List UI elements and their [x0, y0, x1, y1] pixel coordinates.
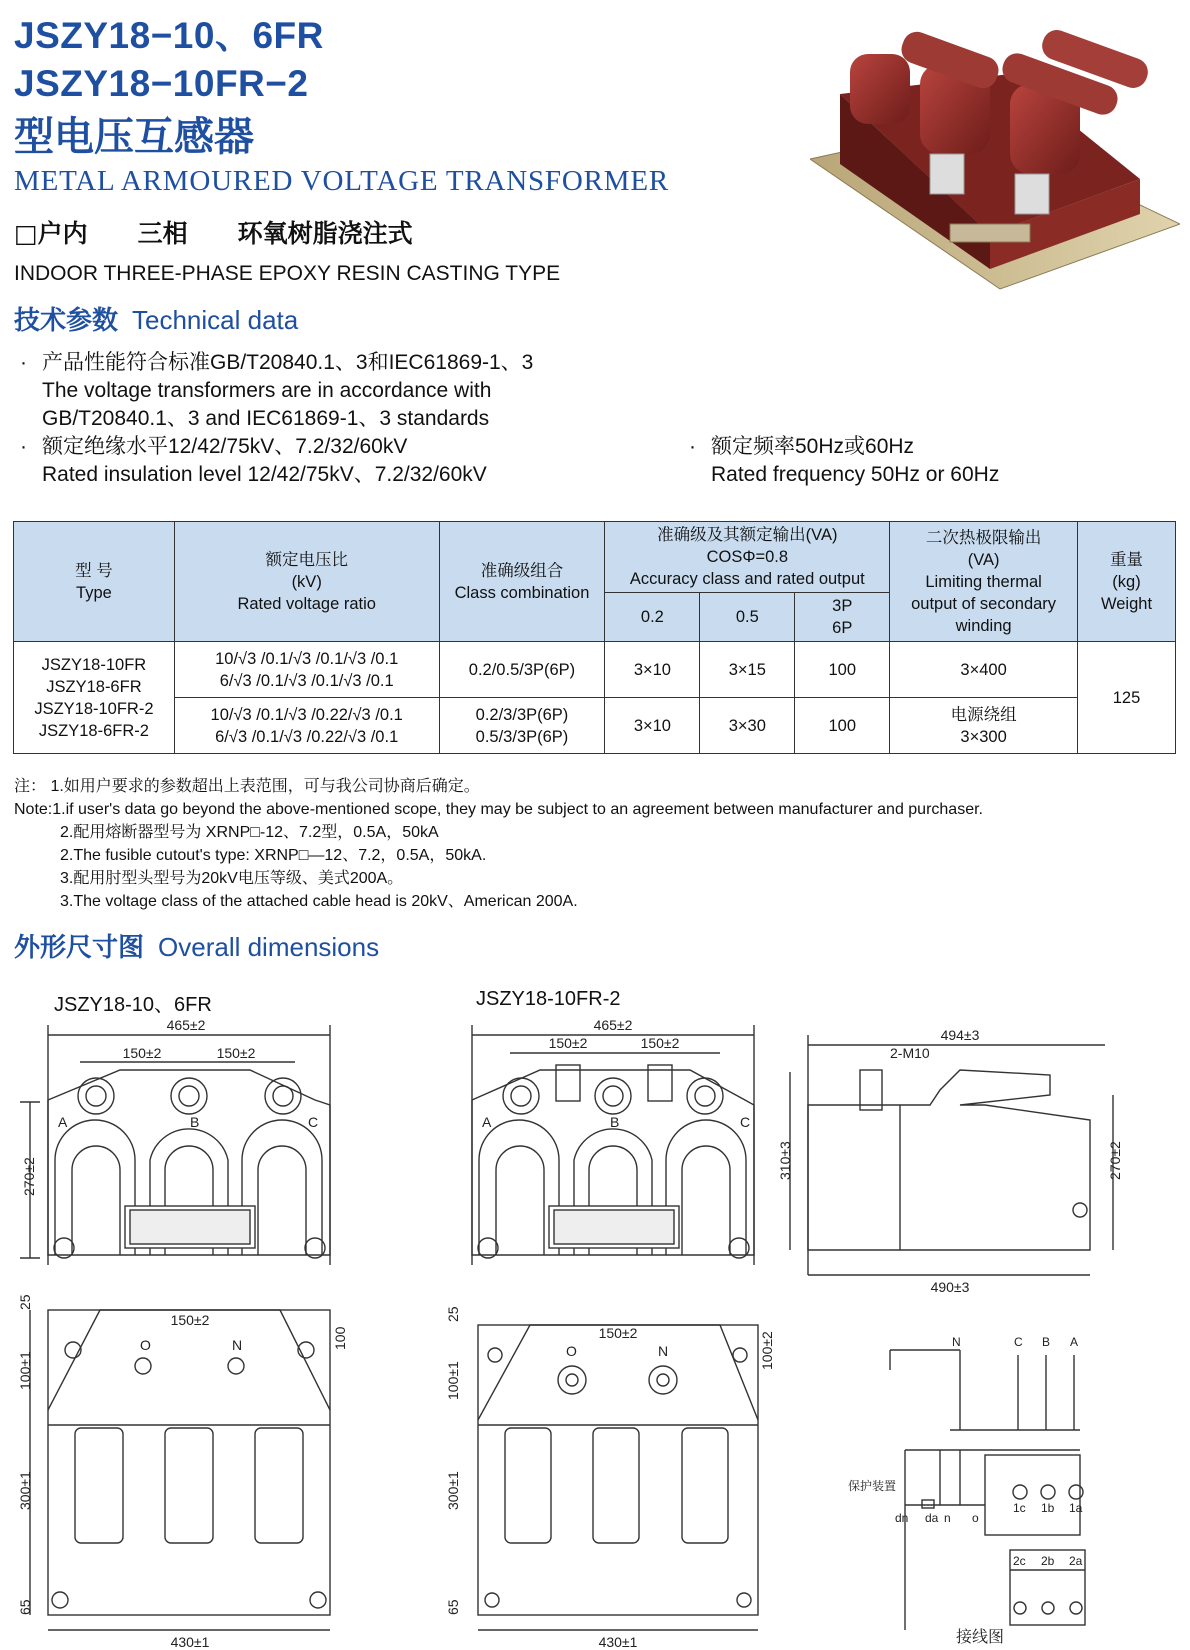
dim-150-mid-b: 150±2	[640, 1035, 680, 1051]
dim-100-1-mid: 100±1	[445, 1361, 461, 1400]
top-view-left	[30, 1310, 330, 1630]
wire-dn: dn	[895, 1511, 909, 1525]
bullet-insulation: · 额定绝缘水平12/42/75kV、7.2/32/60kV Rated insulation level 12/42/75kV、7.2/32/60kV	[42, 433, 487, 489]
model-title-line2: JSZY18−10FR−2	[14, 63, 309, 104]
dim-490: 490±3	[930, 1279, 970, 1295]
cell-types: JSZY18-10FR JSZY18-6FR JSZY18-10FR-2 JSZY18-6FR-2	[14, 642, 175, 754]
th-acc-3p6p: 3P 6P	[795, 593, 890, 642]
dim-494: 494±3	[940, 1027, 980, 1043]
dim-100-1-left: 100±1	[17, 1351, 33, 1390]
th-acc-05: 0.5	[700, 593, 795, 642]
dim-465-mid: 465±2	[593, 1017, 633, 1033]
table-row	[14, 642, 1176, 698]
dim-150-mid-a: 150±2	[548, 1035, 588, 1051]
product-title-en: METAL ARMOURED VOLTAGE TRANSFORMER	[14, 165, 669, 197]
cell-limit: 3×400	[890, 642, 1078, 698]
features-en: INDOOR THREE-PHASE EPOXY RESIN CASTING TYPE	[14, 262, 561, 285]
note-2-en: 2.The fusible cutout's type: XRNP□—12、7.2，0.5A，50kA.	[60, 847, 487, 864]
dim-270-left: 270±2	[21, 1157, 37, 1196]
cell-class: 0.2/0.5/3P(6P)	[439, 642, 605, 698]
term-o-left: O	[140, 1337, 151, 1353]
drawing-label-left: JSZY18-10、6FR	[54, 994, 212, 1016]
front-view-left	[20, 1025, 330, 1265]
dim-m10: 2-M10	[890, 1045, 930, 1061]
cell-weight: 125	[1078, 642, 1176, 754]
wire-n-small: n	[944, 1511, 951, 1525]
dimensions-heading	[14, 930, 379, 965]
phase-b-left: B	[190, 1114, 200, 1130]
bullet-insulation-cn: 额定绝缘水平12/42/75kV、7.2/32/60kV	[42, 435, 408, 458]
cell-05: 3×15	[700, 642, 795, 698]
phase-b-mid: B	[610, 1114, 620, 1130]
dim-310: 310±3	[777, 1141, 793, 1180]
note-2-cn: 2.配用熔断器型号为 XRNP□-12、7.2型，0.5A，50kA	[60, 824, 439, 841]
table-row	[14, 698, 1176, 754]
features-cn	[14, 218, 463, 250]
dim-300-left: 300±1	[17, 1471, 33, 1510]
dim-25-left: 25	[17, 1294, 33, 1310]
cell-limit: 电源绕组 3×300	[890, 698, 1078, 754]
dim-65-left: 65	[17, 1599, 33, 1615]
wire-o: o	[972, 1511, 979, 1525]
bullet-standards-en1: The voltage transformers are in accordance with	[42, 379, 492, 402]
bullet-standards-en2: GB/T20840.1、3 and IEC61869-1、3 standards	[42, 407, 490, 430]
wire-b: B	[1042, 1335, 1051, 1349]
bullet-standards-cn: 产品性能符合标准GB/T20840.1、3和IEC61869-1、3	[42, 351, 534, 374]
front-view-mid	[472, 1025, 754, 1265]
bullet-frequency-cn: 额定频率50Hz或60Hz	[711, 435, 915, 458]
cell-05: 3×30	[700, 698, 795, 754]
phase-a-mid: A	[482, 1114, 492, 1130]
dim-430-left: 430±1	[170, 1634, 210, 1650]
technical-heading-cn: 技术参数	[14, 306, 119, 336]
protect-device-label: 保护装置	[848, 1479, 897, 1493]
wire-1c: 1c	[1013, 1501, 1026, 1515]
product-title-cn: 型电压互感器	[14, 114, 254, 160]
note-3-en: 3.The voltage class of the attached cable head is 20kV、American 200A.	[60, 893, 578, 910]
drawing-label-mid: JSZY18-10FR-2	[476, 988, 621, 1010]
note-1-cn: 注： 1.如用户要求的参数超出上表范围，可与我公司协商后确定。	[14, 778, 480, 795]
wire-da: da	[925, 1511, 939, 1525]
wire-c: C	[1014, 1335, 1023, 1349]
th-acc-02: 0.2	[605, 593, 700, 642]
th-accuracy: 准确级及其额定输出(VA) COSΦ=0.8 Accuracy class and rated output	[605, 522, 890, 593]
cell-3p: 100	[795, 698, 890, 754]
phase-c-left: C	[308, 1114, 319, 1130]
side-view	[790, 1035, 1113, 1275]
bullet-standards: · 产品性能符合标准GB/T20840.1、3和IEC61869-1、3 The voltage transformers are in accordance with GB/T20840.1、3 and IEC61869-1、3 standards	[42, 349, 533, 433]
cell-ratio: 10/√3 /0.1/√3 /0.22/√3 /0.1 6/√3 /0.1/√3 /0.22/√3 /0.1	[174, 698, 439, 754]
cell-02: 3×10	[605, 642, 700, 698]
feature-indoor: □户内	[14, 219, 88, 248]
bullet-frequency-en: Rated frequency 50Hz or 60Hz	[711, 463, 1000, 486]
wire-2b: 2b	[1041, 1554, 1055, 1568]
th-ratio: 额定电压比 (kV) Rated voltage ratio	[174, 522, 439, 642]
technical-heading	[14, 303, 298, 338]
dim-100-2-mid: 100±2	[759, 1331, 775, 1370]
bullet-insulation-en: Rated insulation level 12/42/75kV、7.2/32/60kV	[42, 463, 487, 486]
cell-ratio: 10/√3 /0.1/√3 /0.1/√3 /0.1 6/√3 /0.1/√3 /0.1/√3 /0.1	[174, 642, 439, 698]
dim-150-top-mid: 150±2	[598, 1325, 638, 1341]
dim-270-side: 270±2	[1107, 1141, 1123, 1180]
dim-65-mid: 65	[445, 1599, 461, 1615]
note-1-en: Note:1.if user's data go beyond the above-mentioned scope, they may be subject to an agreement between manufacturer and purchaser.	[14, 801, 983, 818]
term-n-mid: N	[658, 1343, 669, 1359]
dimensions-heading-en: Overall dimensions	[158, 932, 380, 962]
th-class: 准确级组合 Class combination	[439, 522, 605, 642]
wire-a: A	[1070, 1335, 1079, 1349]
wire-2a: 2a	[1069, 1554, 1083, 1568]
wire-1b: 1b	[1041, 1501, 1055, 1515]
spec-table	[13, 521, 1176, 754]
th-limit: 二次热极限输出 (VA) Limiting thermal output of secondary winding	[890, 522, 1078, 642]
wiring-diagram	[890, 1350, 1085, 1630]
dim-25-mid: 25	[445, 1306, 461, 1322]
dimension-drawings	[0, 1010, 1190, 1650]
dim-465-left: 465±2	[166, 1017, 206, 1033]
wire-1a: 1a	[1069, 1501, 1083, 1515]
wire-2c: 2c	[1013, 1554, 1026, 1568]
phase-a-left: A	[58, 1114, 68, 1130]
dim-150-top-left: 150±2	[170, 1312, 210, 1328]
dim-150-left-b: 150±2	[216, 1045, 256, 1061]
dim-150-left-a: 150±2	[122, 1045, 162, 1061]
phase-c-mid: C	[740, 1114, 751, 1130]
term-o-mid: O	[566, 1343, 577, 1359]
dimensions-heading-cn: 外形尺寸图	[14, 933, 145, 963]
th-type: 型 号 Type	[14, 522, 175, 642]
dim-300-mid: 300±1	[445, 1471, 461, 1510]
dim-100-left: 100	[332, 1326, 348, 1350]
feature-three-phase: 三相	[137, 219, 188, 248]
cell-class: 0.2/3/3P(6P) 0.5/3/3P(6P)	[439, 698, 605, 754]
technical-heading-en: Technical data	[132, 305, 299, 335]
term-n-left: N	[232, 1337, 243, 1353]
dim-430-mid: 430±1	[598, 1634, 638, 1650]
cell-02: 3×10	[605, 698, 700, 754]
bullet-frequency: · 额定频率50Hz或60Hz Rated frequency 50Hz or 60Hz	[711, 433, 999, 489]
wire-n: N	[952, 1335, 961, 1349]
feature-epoxy: 环氧树脂浇注式	[237, 219, 413, 248]
cell-3p: 100	[795, 642, 890, 698]
wiring-caption: 接线图	[955, 1629, 1005, 1646]
product-photo	[810, 14, 1180, 304]
model-title-line1: JSZY18−10、6FR	[14, 15, 324, 56]
top-view-mid	[478, 1325, 758, 1630]
th-weight: 重量 (kg) Weight	[1078, 522, 1176, 642]
note-3-cn: 3.配用肘型头型号为20kV电压等级、美式200A。	[60, 870, 404, 887]
